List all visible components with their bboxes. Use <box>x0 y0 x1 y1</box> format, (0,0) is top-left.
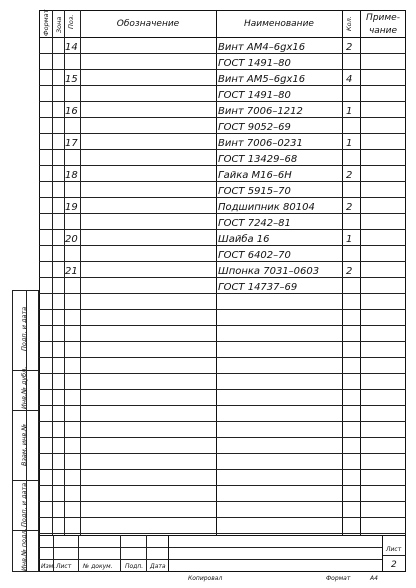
item-name: Гайка М16–6Н <box>218 170 292 181</box>
tb-col-6 <box>382 535 383 572</box>
item-pos: 15 <box>65 74 78 85</box>
tb-sign: Подп. <box>125 563 144 570</box>
item-pos: 17 <box>65 138 78 149</box>
table-row-line <box>39 341 406 342</box>
item-qty: 2 <box>346 266 353 277</box>
item-gost: ГОСТ 1491–80 <box>218 58 291 69</box>
item-pos: 16 <box>65 106 78 117</box>
footer-copied: Копировал <box>188 575 223 582</box>
table-row-line <box>39 533 406 534</box>
header-format: Формат <box>42 9 50 36</box>
tb-izm: Изм. <box>41 563 56 570</box>
stamp-inner-divider <box>26 290 27 572</box>
tb-col-4 <box>146 535 147 572</box>
col-divider-pos <box>80 10 81 535</box>
stamp-dup-inv-label: Инв.№ дубл. <box>20 366 28 409</box>
table-row-line <box>39 421 406 422</box>
header-designation: Обозначение <box>116 19 180 29</box>
table-row-line <box>39 517 406 518</box>
header-zone: Зона <box>55 16 63 33</box>
tb-list: Лист <box>56 563 72 570</box>
table-row-line <box>39 469 406 470</box>
item-gost: ГОСТ 14737–69 <box>218 282 298 293</box>
item-gost: ГОСТ 1491–80 <box>218 90 291 101</box>
item-name: Шайба 16 <box>218 234 270 245</box>
table-row-line <box>39 373 406 374</box>
tb-doc-no: № докум. <box>83 563 113 570</box>
item-gost: ГОСТ 9052–69 <box>218 122 291 133</box>
item-name: Винт 7006–0231 <box>218 138 303 149</box>
header-note-1: Приме- <box>366 13 400 23</box>
item-pos: 18 <box>65 170 78 181</box>
item-name: Винт АМ4–6gх16 <box>218 42 306 53</box>
stamp-orig-inv-label: Инв.№ подл. <box>20 528 28 571</box>
title-block-top <box>39 535 406 536</box>
stamp-sign-date-1-label: Подп. и дата <box>20 306 28 351</box>
table-row-line <box>39 501 406 502</box>
item-qty: 1 <box>346 106 353 117</box>
header-pos: Поз. <box>67 14 75 29</box>
col-divider-name <box>342 10 343 535</box>
item-qty: 4 <box>346 74 353 85</box>
item-qty: 2 <box>346 170 353 181</box>
item-gost: ГОСТ 13429–68 <box>218 154 298 165</box>
item-name: Подшипник 80104 <box>218 202 315 213</box>
item-name: Шпонка 7031–0603 <box>218 266 320 277</box>
tb-date: Дата <box>150 563 166 570</box>
item-gost: ГОСТ 7242–81 <box>218 218 291 229</box>
table-row-line <box>39 389 406 390</box>
stamp-replace-inv-label: Взам. инв.№ <box>20 423 28 466</box>
item-gost: ГОСТ 5915–70 <box>218 186 291 197</box>
table-row-line <box>39 453 406 454</box>
item-pos: 21 <box>65 266 78 277</box>
footer-format-value: А4 <box>370 575 378 582</box>
tb-col-5 <box>168 535 169 572</box>
item-qty: 2 <box>346 202 353 213</box>
table-row-line <box>39 325 406 326</box>
tb-sheet-number: 2 <box>391 560 397 570</box>
col-divider-qty <box>360 10 361 535</box>
item-qty: 1 <box>346 138 353 149</box>
item-qty: 1 <box>346 234 353 245</box>
title-block-row-2 <box>39 559 382 560</box>
item-pos: 14 <box>65 42 78 53</box>
item-gost: ГОСТ 6402–70 <box>218 250 291 261</box>
item-pos: 19 <box>65 202 78 213</box>
tb-sheet-label: Лист <box>386 546 402 553</box>
table-row-line <box>39 357 406 358</box>
table-row-line <box>39 437 406 438</box>
table-row-line <box>39 309 406 310</box>
table-row-line <box>39 485 406 486</box>
header-name: Наименование <box>244 19 314 29</box>
item-qty: 2 <box>346 42 353 53</box>
tb-col-3 <box>120 535 121 572</box>
item-name: Винт АМ5–6gх16 <box>218 74 306 85</box>
stamp-sign-date-2-label: Подп. и дата <box>20 482 28 527</box>
table-row-line <box>39 405 406 406</box>
tb-col-2 <box>78 535 79 572</box>
col-divider-designation <box>216 10 217 535</box>
header-divider <box>39 37 406 38</box>
col-divider-format <box>52 10 53 535</box>
title-block-sheet-divider <box>382 555 406 556</box>
header-qty: Кол. <box>345 16 353 31</box>
item-name: Винт 7006–1212 <box>218 106 303 117</box>
header-note-2: чание <box>368 26 398 36</box>
title-block-row-1 <box>39 547 382 548</box>
item-pos: 20 <box>65 234 78 245</box>
footer-format-label: Формат <box>326 575 351 582</box>
